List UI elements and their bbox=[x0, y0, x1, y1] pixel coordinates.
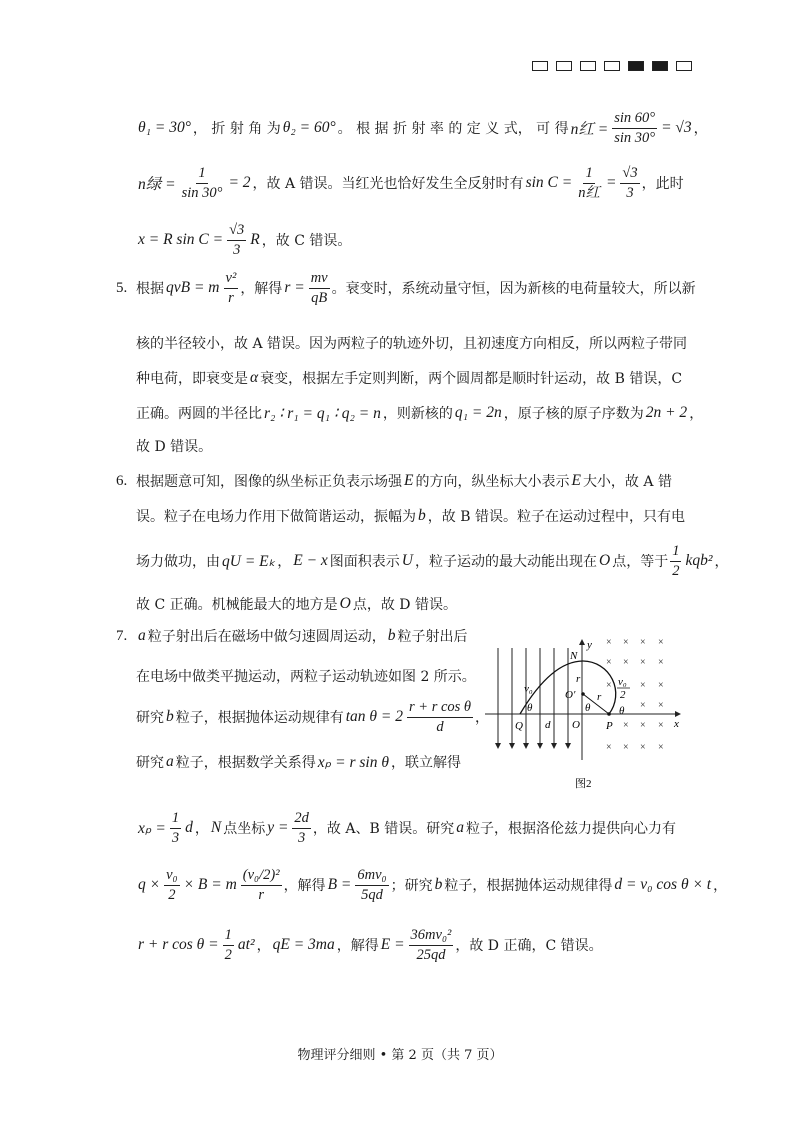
math-expression: θ₁ = 30° bbox=[138, 119, 191, 136]
label-r-radius: r bbox=[597, 691, 602, 703]
numerator: 1 bbox=[170, 810, 181, 829]
math-expression: q × bbox=[138, 876, 161, 893]
numerator: 6mv₀ bbox=[355, 867, 388, 886]
electric-field-lines bbox=[498, 648, 568, 748]
page-footer: 物理评分细则 • 第 2 页（共 7 页） bbox=[297, 1048, 503, 1063]
numerator: √3 bbox=[227, 222, 246, 241]
text-segment: ，解得 bbox=[240, 281, 283, 297]
math-expression: sin C = bbox=[525, 174, 573, 191]
cross-mark: × bbox=[658, 637, 664, 648]
text-segment: ，联立解得 bbox=[390, 755, 461, 771]
label-theta-q: θ bbox=[527, 702, 533, 714]
text-segment: ，解得 bbox=[283, 878, 326, 894]
text-segment: ， bbox=[475, 710, 490, 726]
text-segment: 在电场中做类平抛运动，两粒子运动轨迹如图 2 所示。 bbox=[136, 669, 476, 685]
cross-mark: × bbox=[623, 720, 629, 731]
math-expression: × B = m bbox=[183, 876, 237, 893]
cross-mark: × bbox=[658, 657, 664, 668]
label-theta-p: θ bbox=[619, 705, 625, 717]
denominator: 2 bbox=[672, 562, 680, 579]
math-expression: O bbox=[599, 552, 611, 569]
cross-mark: × bbox=[640, 742, 646, 753]
label-q: Q bbox=[515, 720, 523, 732]
math-expression: xₚ = bbox=[138, 819, 166, 837]
math-expression: xₚ = r sin θ bbox=[317, 753, 389, 771]
text-segment: 种电荷，即衰变是 bbox=[136, 371, 248, 387]
text-segment: 场力做功，由 bbox=[136, 554, 220, 570]
magnetic-field-crosses bbox=[606, 637, 664, 753]
label-r-vertical: r bbox=[576, 673, 581, 685]
cross-mark: × bbox=[640, 657, 646, 668]
cross-mark: × bbox=[640, 700, 646, 711]
cross-mark: × bbox=[623, 637, 629, 648]
figure-caption: 图2 bbox=[575, 778, 592, 790]
text-segment: ；研究 bbox=[390, 878, 433, 894]
math-expression: r₂ ∶ r₁ = q₁ ∶ q₂ = n bbox=[264, 404, 381, 422]
label-o-prime: O′ bbox=[565, 689, 576, 701]
denominator: d bbox=[436, 718, 444, 735]
math-expression: E − x bbox=[293, 552, 328, 569]
numerator: mv bbox=[309, 270, 330, 289]
text-segment: ，解得 bbox=[336, 938, 379, 954]
numerator: 36mv₀² bbox=[409, 927, 454, 946]
label-x: x bbox=[674, 718, 679, 730]
text-segment: ，故 C 错误。 bbox=[261, 233, 352, 249]
text-segment: 大小，故 A 错 bbox=[582, 474, 672, 490]
numerator: 1 bbox=[196, 165, 207, 184]
text-segment: 点坐标 bbox=[223, 821, 266, 837]
math-expression: n绿 = bbox=[138, 176, 176, 193]
cross-mark: × bbox=[606, 742, 612, 753]
label-n: N bbox=[570, 650, 578, 662]
text-segment: ， bbox=[693, 121, 708, 137]
math-expression: E bbox=[404, 472, 414, 489]
label-y: y bbox=[587, 639, 592, 651]
text-segment: ，粒子运动的最大动能出现在 bbox=[415, 554, 597, 570]
math-expression: a bbox=[138, 627, 146, 644]
cross-mark: × bbox=[640, 637, 646, 648]
text-segment: 核的半径较小，故 A 错误。因为两粒子的轨迹外切，且初速度方向相反，所以两粒子带同 bbox=[136, 336, 688, 352]
text-segment: ， bbox=[277, 554, 292, 570]
text-segment: 粒子，根据数学关系得 bbox=[175, 755, 316, 771]
cross-mark: × bbox=[658, 680, 664, 691]
label-half-v0-num: v₀ bbox=[618, 676, 627, 688]
math-expression: b bbox=[434, 876, 443, 893]
denominator: n红 bbox=[578, 184, 600, 201]
text-segment: ， bbox=[713, 878, 728, 894]
math-expression: O bbox=[339, 595, 351, 612]
item-number: 6. bbox=[116, 472, 128, 489]
math-expression: d bbox=[185, 819, 193, 836]
math-expression: r + r cos θ = bbox=[138, 936, 219, 953]
numerator: v² bbox=[224, 270, 239, 289]
math-expression: qE = 3ma bbox=[272, 936, 335, 953]
label-d: d bbox=[545, 719, 551, 731]
text-segment: 正确。两圆的半径比 bbox=[136, 406, 262, 422]
math-expression: n红 = bbox=[570, 121, 609, 138]
math-expression: kqb² bbox=[685, 552, 713, 569]
math-expression: at² bbox=[237, 936, 255, 953]
text-segment: ，则新核的 bbox=[382, 406, 453, 422]
denominator: r bbox=[228, 289, 234, 306]
text-segment: ，原子核的原子序数为 bbox=[503, 406, 644, 422]
text-segment: 根据 bbox=[136, 281, 164, 297]
denominator: 3 bbox=[298, 829, 306, 846]
numerator: r + r cos θ bbox=[407, 699, 473, 718]
math-expression: E = bbox=[380, 936, 405, 953]
cross-mark: × bbox=[623, 742, 629, 753]
math-expression: a bbox=[166, 753, 174, 770]
text-segment: ，此时 bbox=[641, 176, 684, 192]
math-expression: tan θ = 2 bbox=[345, 708, 404, 725]
text-segment: 故 D 错误。 bbox=[136, 439, 213, 455]
math-expression: N bbox=[210, 819, 222, 836]
numerator: 1 bbox=[223, 927, 234, 946]
math-expression: qU = Eₖ bbox=[222, 552, 276, 570]
text-segment: 研究 bbox=[136, 755, 164, 771]
denominator: sin 30° bbox=[614, 129, 656, 146]
denominator: 2 bbox=[168, 886, 176, 903]
text-segment: ，故 A、B 错误。研究 bbox=[312, 821, 455, 837]
text-segment: ， bbox=[689, 406, 704, 422]
text-segment: 粒子，根据洛伦兹力提供向心力有 bbox=[465, 821, 676, 837]
text-segment: 研究 bbox=[136, 710, 164, 726]
text-segment: ，故 A 错误。当红光也恰好发生全反射时有 bbox=[252, 176, 524, 192]
math-expression: θ₂ = 60° bbox=[282, 119, 336, 136]
cross-mark: × bbox=[658, 700, 664, 711]
numerator: 1 bbox=[583, 165, 594, 184]
denominator: r bbox=[258, 886, 264, 903]
denominator: 25qd bbox=[416, 946, 446, 963]
text-segment: ，故 B 错误。粒子在运动过程中，只有电 bbox=[427, 509, 685, 525]
cross-mark: × bbox=[640, 680, 646, 691]
numerator: √3 bbox=[620, 165, 639, 184]
math-expression: qvB = m bbox=[166, 279, 220, 296]
denominator: qB bbox=[311, 289, 328, 306]
cross-mark: × bbox=[606, 637, 612, 648]
label-v0: v₀ bbox=[524, 683, 533, 695]
cross-mark: × bbox=[658, 720, 664, 731]
cross-mark: × bbox=[640, 720, 646, 731]
text-segment: 故 C 正确。机械能最大的地方是 bbox=[136, 597, 338, 613]
text-segment: 粒子，根据抛体运动规律得 bbox=[444, 878, 613, 894]
text-segment: 。衰变时，系统动量守恒，因为新核的电荷量较大，所以新 bbox=[331, 281, 696, 297]
math-expression: U bbox=[401, 552, 413, 569]
math-expression: = √3 bbox=[661, 119, 692, 136]
math-expression: x = R sin C = bbox=[138, 231, 224, 248]
math-expression: = bbox=[605, 174, 617, 191]
label-p: P bbox=[606, 720, 613, 732]
text-segment: ，故 D 正确，C 错误。 bbox=[455, 938, 603, 954]
denominator: 3 bbox=[171, 829, 180, 846]
text-segment: 误。粒子在电场力作用下做简谐运动，振幅为 bbox=[136, 509, 416, 525]
item-number: 7. bbox=[116, 627, 128, 644]
math-expression: d = v₀ cos θ × t bbox=[614, 876, 712, 893]
text-segment: 。 根 据 折 射 率 的 定 义 式， 可 得 bbox=[337, 121, 569, 137]
text-segment: ， bbox=[194, 821, 209, 837]
math-expression: b bbox=[166, 708, 174, 725]
text-segment: 图面积表示 bbox=[329, 554, 400, 570]
math-expression: 2n + 2 bbox=[645, 404, 688, 421]
label-o: O bbox=[572, 719, 580, 731]
math-expression: y = bbox=[267, 819, 289, 836]
text-segment: 点，等于 bbox=[612, 554, 669, 570]
math-expression: r = bbox=[284, 279, 305, 296]
denominator: sin 30° bbox=[181, 184, 223, 201]
math-expression: E bbox=[571, 472, 581, 489]
math-expression: b bbox=[387, 627, 396, 644]
numerator: sin 60° bbox=[612, 110, 657, 129]
text-segment: ， bbox=[256, 938, 271, 954]
text-segment: 粒子，根据抛体运动规律有 bbox=[175, 710, 344, 726]
item-number: 5. bbox=[116, 279, 128, 296]
denominator: 2 bbox=[224, 946, 232, 963]
denominator: 3 bbox=[233, 241, 241, 258]
text-segment: ， bbox=[714, 554, 729, 570]
text-segment: 根据题意可知，图像的纵坐标正负表示场强 bbox=[136, 474, 402, 490]
math-expression: B = bbox=[327, 876, 352, 893]
label-theta-o: θ bbox=[585, 702, 591, 714]
label-half-v0-den: 2 bbox=[620, 689, 626, 701]
text-segment: 点，故 D 错误。 bbox=[352, 597, 457, 613]
cross-mark: × bbox=[623, 657, 629, 668]
math-expression: q₁ = 2n bbox=[454, 404, 502, 421]
cross-mark: × bbox=[606, 657, 612, 668]
denominator: 3 bbox=[626, 184, 634, 201]
point-p bbox=[607, 712, 611, 716]
text-segment: ， 折 射 角 为 bbox=[192, 121, 281, 137]
center-point bbox=[581, 692, 585, 696]
numerator: 1 bbox=[670, 543, 681, 562]
math-expression: a bbox=[456, 819, 464, 836]
text-segment: 衰变，根据左手定则判断，两个圆周都是顺时针运动，故 B 错误，C bbox=[260, 371, 683, 387]
numerator: (v₀/2)² bbox=[241, 867, 282, 886]
math-expression: α bbox=[250, 369, 259, 386]
text-segment: 的方向，纵坐标大小表示 bbox=[415, 474, 570, 490]
text-segment: 粒子射出后在磁场中做匀速圆周运动， bbox=[147, 629, 386, 645]
denominator: 5qd bbox=[361, 886, 383, 903]
text-segment: 粒子射出后 bbox=[397, 629, 468, 645]
numerator: v₀ bbox=[164, 867, 179, 886]
math-expression: = 2 bbox=[228, 174, 251, 191]
numerator: 2d bbox=[292, 810, 311, 829]
math-expression: b bbox=[418, 507, 426, 524]
math-expression: R bbox=[250, 231, 260, 248]
cross-mark: × bbox=[658, 742, 664, 753]
cross-mark: × bbox=[606, 680, 612, 691]
